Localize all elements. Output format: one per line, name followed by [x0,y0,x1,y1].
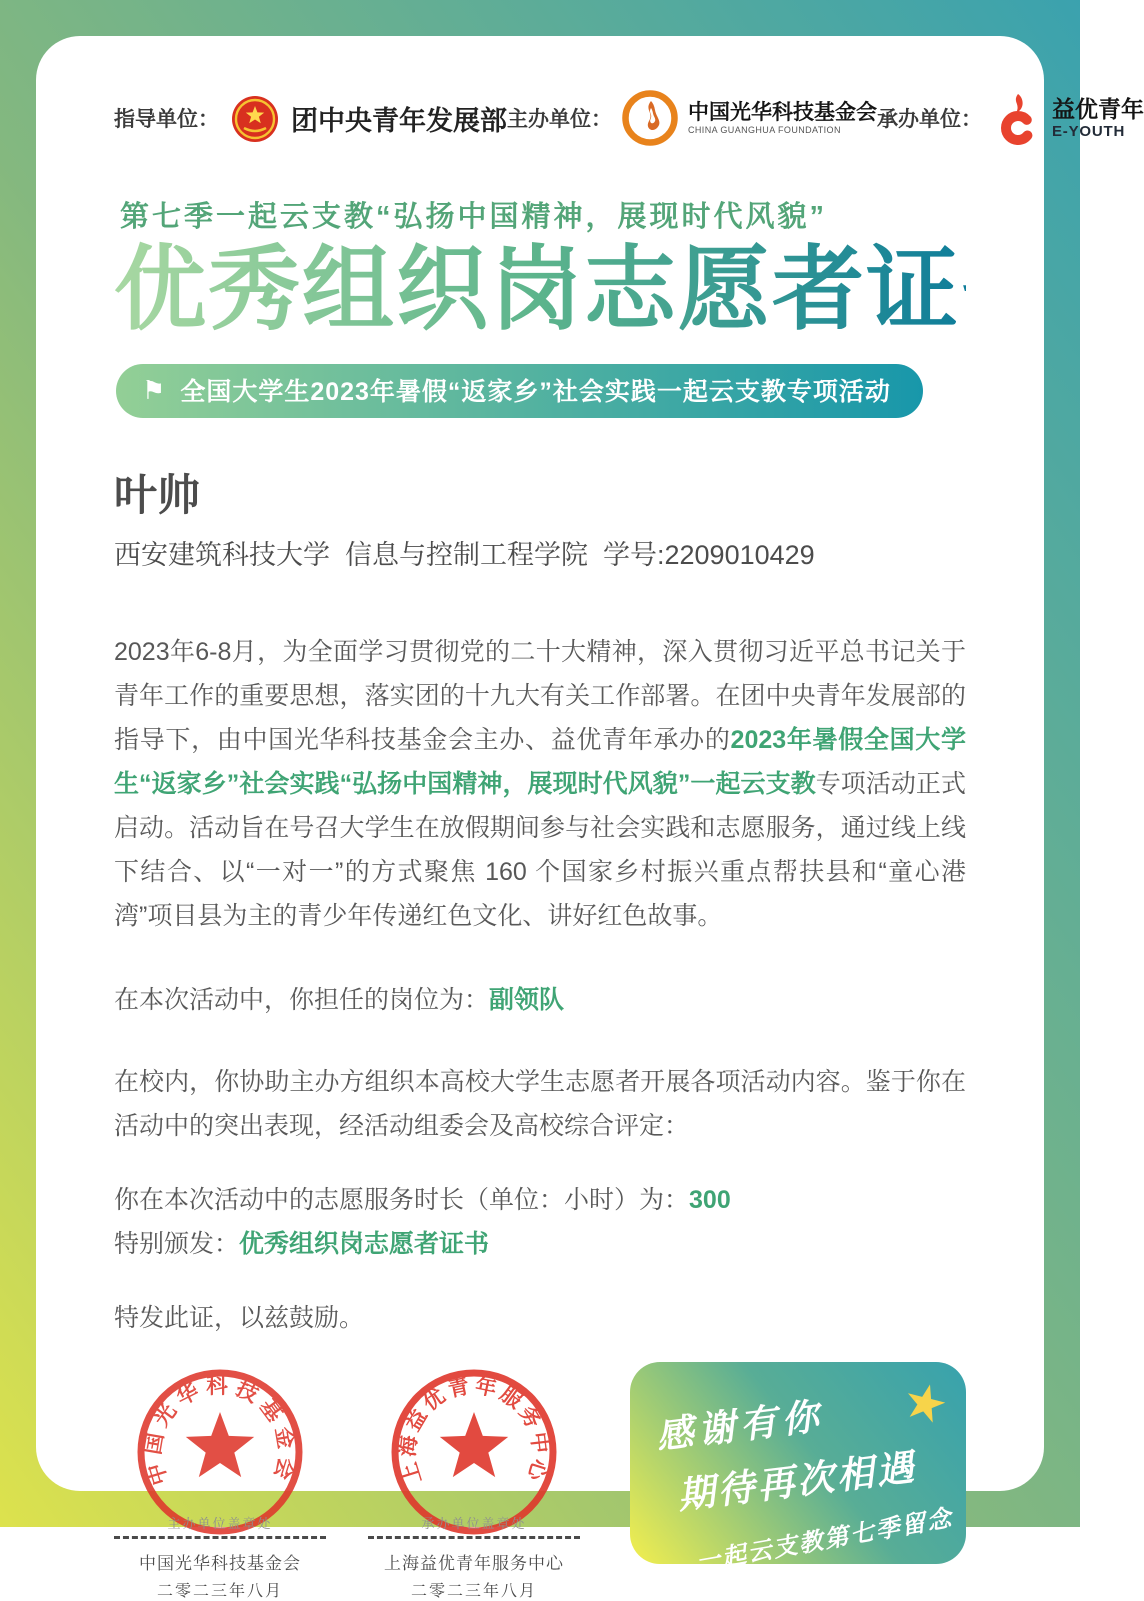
intro-paragraph [114,630,966,938]
award-label: 特别颁发： [114,1230,240,1259]
position-label: 在本次活动中，你担任的岗位为： [114,986,490,1015]
organizer-unit-name-en: E-YOUTH [1052,122,1126,140]
evaluation-paragraph: 在校内，你协助主办方组织本高校大学生志愿者开展各项活动内容。鉴于你在活动中的突出表现，经活动组委会及高校综合评定： [114,1068,966,1141]
recipient-school: 西安建筑科技大学 信息与控制工程学院 学号:2209010429 [114,540,815,571]
hours-label: 你在本次活动中的志愿服务时长（单位：小时）为： [114,1186,690,1215]
recipient-name: 叶帅 [114,472,200,521]
souvenir-badge [630,1362,966,1577]
organizer-unit-label: 承办单位： [877,108,982,131]
certificate-card [36,36,1144,1601]
guide-unit-name: 团中央青年发展部 [291,105,507,136]
guanghua-foundation-icon [622,90,678,146]
activity-banner-text: 全国大学生2023年暑假“返家乡”社会实践一起云支教专项活动 [180,378,891,407]
host-stamp-block [114,1362,326,1601]
host-unit-name-en: CHINA GUANGHUA FOUNDATION [688,124,841,135]
position-value: 副领队 [489,986,565,1015]
badge-line-1: 感谢有你 [653,1395,826,1457]
organizer-unit-names [1052,96,1144,140]
closing-line: 特发此证，以兹鼓励。 [114,1304,365,1333]
award-line [114,1222,966,1266]
footer-row [114,1362,966,1601]
organizer-unit-name: 益优青年 [1052,96,1144,123]
host-stamp-org: 中国光华科技基金会 [139,1554,301,1574]
host-unit-label: 主办单位： [507,108,612,131]
season-subtitle: 第七季一起云支教“弘扬中国精神，展现时代风貌” [120,201,828,233]
organizations-header [114,90,1144,146]
hours-line [114,1178,966,1222]
organizer-seal-note: 承办单位盖章处 [421,1516,527,1532]
hours-value: 300 [689,1186,731,1215]
intro-text-2: 专项活动正式启动。活动旨在号召大学生在放假期间参与社会实践和志愿服务，通过线上线下结合、以“一对一”的方式聚焦 160 个国家乡村振兴重点帮扶县和“童心港湾”项目县为主的青少年传递红色文化、讲好红色故事。 [114,770,966,931]
host-unit-names [688,101,877,135]
host-seal-icon [117,1362,323,1552]
guide-unit [114,92,507,144]
organizer-stamp-date: 二零二三年八月 [410,1583,537,1601]
certificate-title: 优秀组织岗志愿者证书 [114,239,1055,341]
intro-text-1: 2023年6-8月，为全面学习贯彻党的二十大精神，深入贯彻习近平总书记关于青年工作的重要思想，落实团的十九大有关工作部署。在团中央青年发展部的指导下，由中国光华科技基金会主办、益优青年承办的 [114,638,966,755]
host-unit [507,90,877,146]
organizer-stamp-block [368,1362,580,1601]
host-stamp-date: 二零二三年八月 [156,1583,283,1601]
badge-star-icon: ★ [897,1370,955,1436]
badge-line-2: 期待再次相遇 [675,1446,919,1517]
host-seal-ring-text: 中国光华科技基金会 [140,1374,300,1489]
organizer-seal-ring-text: 上海益优青年服务中心 [396,1374,552,1487]
organizer-stamp-org: 上海益优青年服务中心 [384,1554,564,1574]
position-line [114,978,966,1022]
award-value: 优秀组织岗志愿者证书 [239,1230,490,1259]
youth-league-emblem-icon [229,92,281,144]
intro-highlight: 2023年暑假全国大学生“返家乡”社会实践“弘扬中国精神，展现时代风貌”一起云支教 [114,726,966,799]
guide-unit-label: 指导单位： [114,108,219,131]
flag-icon: ⚑ [142,375,167,406]
eyouth-flame-icon [992,90,1042,146]
activity-banner [116,364,923,418]
organizer-unit [877,90,1144,146]
organizer-seal-icon [371,1362,577,1552]
badge-line-3: 一起云支教第七季留念 [694,1504,955,1577]
host-unit-name: 中国光华科技基金会 [688,100,877,124]
host-seal-note: 主办单位盖章处 [167,1516,273,1532]
